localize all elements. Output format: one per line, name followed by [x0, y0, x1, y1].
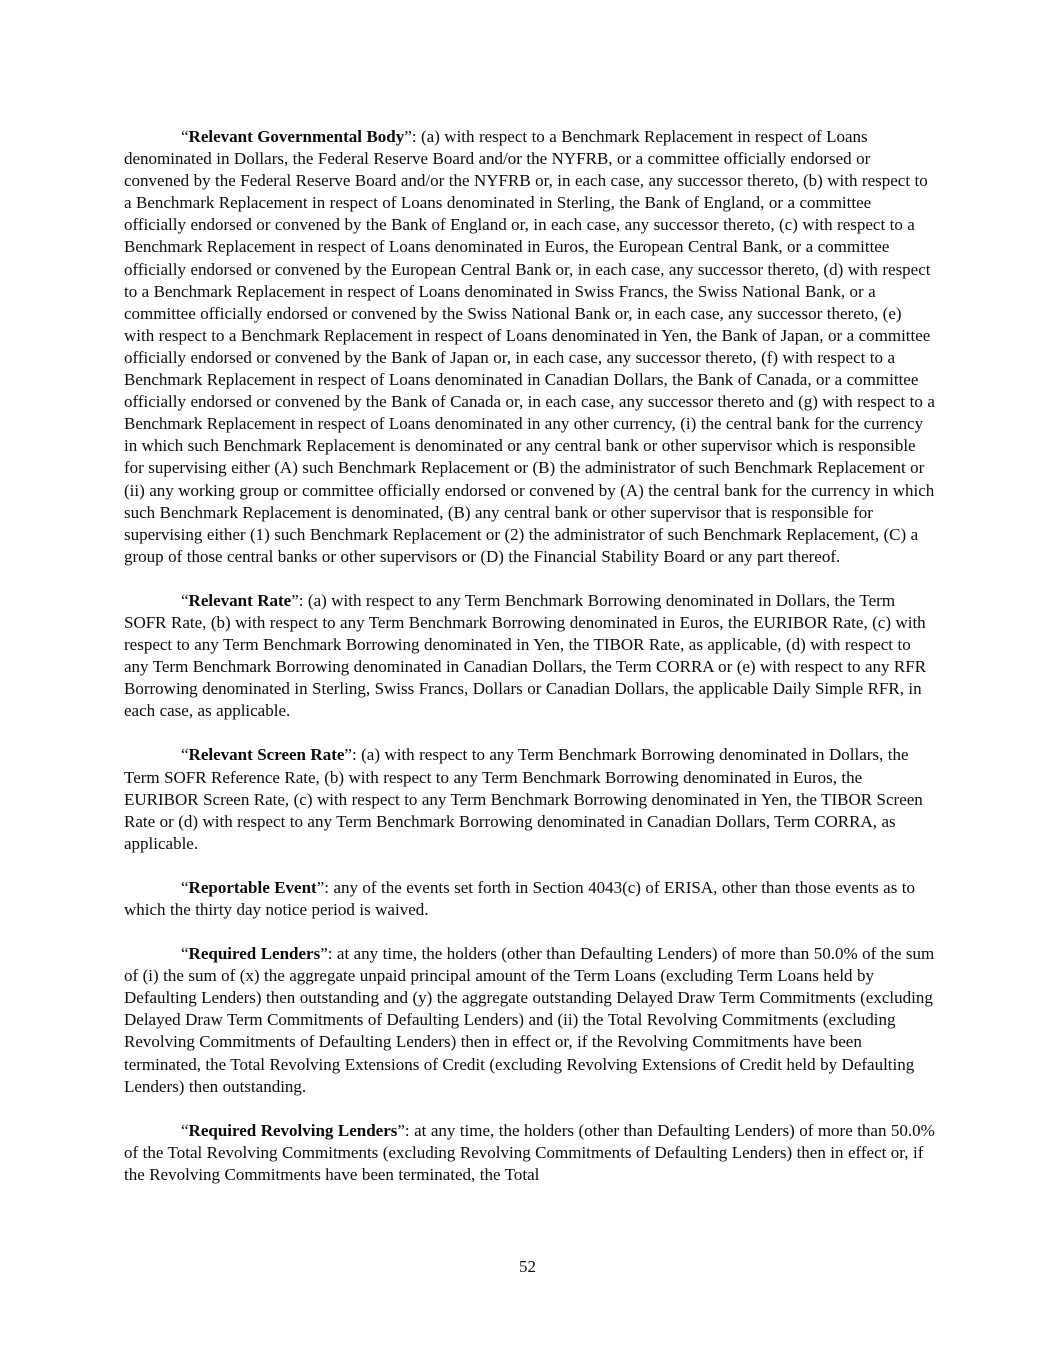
defined-term: Required Lenders — [188, 944, 321, 964]
definition-paragraph — [124, 744, 936, 854]
definition-paragraph — [124, 943, 936, 1098]
open-quote: “ — [181, 590, 189, 610]
defined-term: Relevant Screen Rate — [188, 745, 345, 765]
defined-term: Relevant Governmental Body — [188, 127, 405, 146]
definition-text: : (a) with respect to any Term Benchmark Borrowing denominated in Dollars, the Term SOFR Rate, (b) with respect to any Term Benchmark Borrowing denominated in Euros, the EURIBOR Rate, (c) with respect to any Term Benchmark Borrowing denominated in Yen, the TIBOR Rate, as applicable, (d) with respect to any Term Benchmark Borrowing denominated in Canadian Dollars, the Term CORRA or (e) with respect to any RFR Borrowing denominated in Sterling, Swiss Francs, Dollars or Canadian Dollars, the applicable Daily Simple RFR, in each case, as applicable. — [124, 590, 927, 721]
defined-term: Reportable Event — [188, 877, 317, 897]
definition-paragraph — [124, 877, 936, 921]
close-quote: ” — [344, 745, 352, 765]
open-quote: “ — [181, 877, 189, 897]
document-body — [124, 126, 936, 1208]
definition-text: : (a) with respect to a Benchmark Replacement in respect of Loans denominated in Dollars, the Federal Reserve Board and/or the NYFRB, or a committee officially endorsed or convened by the Federal Reserve Board and/or the NYFRB or, in each case, any successor thereto, (b) with respect to a Benchmark Replacement in respect of Loans denominated in Sterling, the Bank of England, or a committee officially endorsed or convened by the Bank of England or, in each case, any successor thereto, (c) with respect to a Benchmark Replacement in respect of Loans denominated in Euros, the European Central Bank, or a committee officially endorsed or convened by the European Central Bank or, in each case, any successor thereto, (d) with respect to a Benchmark Replacement in respect of Loans denominated in Swiss Francs, the Swiss National Bank, or a committee officially endorsed or convened by the Swiss National Bank or, in each case, any successor thereto, (e) with respect to a Benchmark Replacement in respect of Loans denominated in Yen, the Bank of Japan, or a committee officially endorsed or convened by the Bank of Japan or, in each case, any successor thereto, (f) with respect to a Benchmark Replacement in respect of Loans denominated in Canadian Dollars, the Bank of Canada, or a committee officially endorsed or convened by the Bank of Canada or, in each case, any successor thereto and (g) with respect to a Benchmark Replacement in respect of Loans denominated in any other currency, (i) the central bank for the currency in which such Benchmark Replacement is denominated or any central bank or other supervisor which is responsible for supervising either (A) such Benchmark Replacement or (B) the administrator of such Benchmark Replacement or (ii) any working group or committee officially endorsed or convened by (A) the central bank for the currency in which such Benchmark Replacement is denominated, (B) any central bank or other supervisor that is responsible for supervising either (1) such Benchmark Replacement or (2) the administrator of such Benchmark Replacement, (C) a group of those central banks or other supervisors or (D) the Financial Stability Board or any part thereof. — [124, 127, 935, 566]
definition-paragraph — [124, 1120, 936, 1186]
close-quote: ” — [316, 877, 325, 897]
close-quote: ” — [291, 590, 299, 610]
definition-text: : (a) with respect to any Term Benchmark Borrowing denominated in Dollars, the Term SOFR Reference Rate, (b) with respect to any Term Benchmark Borrowing denominated in Euros, the EURIBOR Screen Rate, (c) with respect to any Term Benchmark Borrowing denominated in Yen, the TIBOR Screen Rate or (d) with respect to any Term Benchmark Borrowing denominated in Canadian Dollars, Term CORRA, as applicable. — [124, 745, 923, 853]
open-quote: “ — [181, 127, 189, 146]
close-quote: ” — [404, 127, 412, 146]
definition-text: : at any time, the holders (other than Defaulting Lenders) of more than 50.0% of the sum of (i) the sum of (x) the aggregate unpaid principal amount of the Term Loans (excluding Term Loans held by Defaulting Lenders) then outstanding and (y) the aggregate outstanding Delayed Draw Term Commitments (excluding Delayed Draw Term Commitments of Defaulting Lenders) and (ii) the Total Revolving Commitments (excluding Revolving Commitments of Defaulting Lenders) then in effect or, if the Revolving Commitments have been terminated, the Total Revolving Extensions of Credit (excluding Revolving Extensions of Credit held by Defaulting Lenders) then outstanding. — [124, 944, 935, 1096]
definition-paragraph — [124, 126, 936, 568]
definition-text: : at any time, the holders (other than Defaulting Lenders) of more than 50.0% of the Total Revolving Commitments (excluding Revolving Commitments of Defaulting Lenders) then in effect or, if the Revolving Commitments have been terminated, the Total — [124, 1120, 935, 1184]
page-number: 52 — [519, 1257, 536, 1276]
close-quote: ” — [320, 944, 328, 964]
open-quote: “ — [181, 745, 189, 765]
open-quote: “ — [181, 1120, 189, 1140]
defined-term: Relevant Rate — [188, 590, 292, 610]
definition-paragraph — [124, 590, 936, 723]
close-quote: ” — [397, 1120, 405, 1140]
defined-term: Required Revolving Lenders — [188, 1120, 398, 1140]
open-quote: “ — [181, 944, 189, 964]
definition-text: : any of the events set forth in Section 4043(c) of ERISA, other than those events as to which the thirty day notice period is waived. — [124, 877, 915, 919]
